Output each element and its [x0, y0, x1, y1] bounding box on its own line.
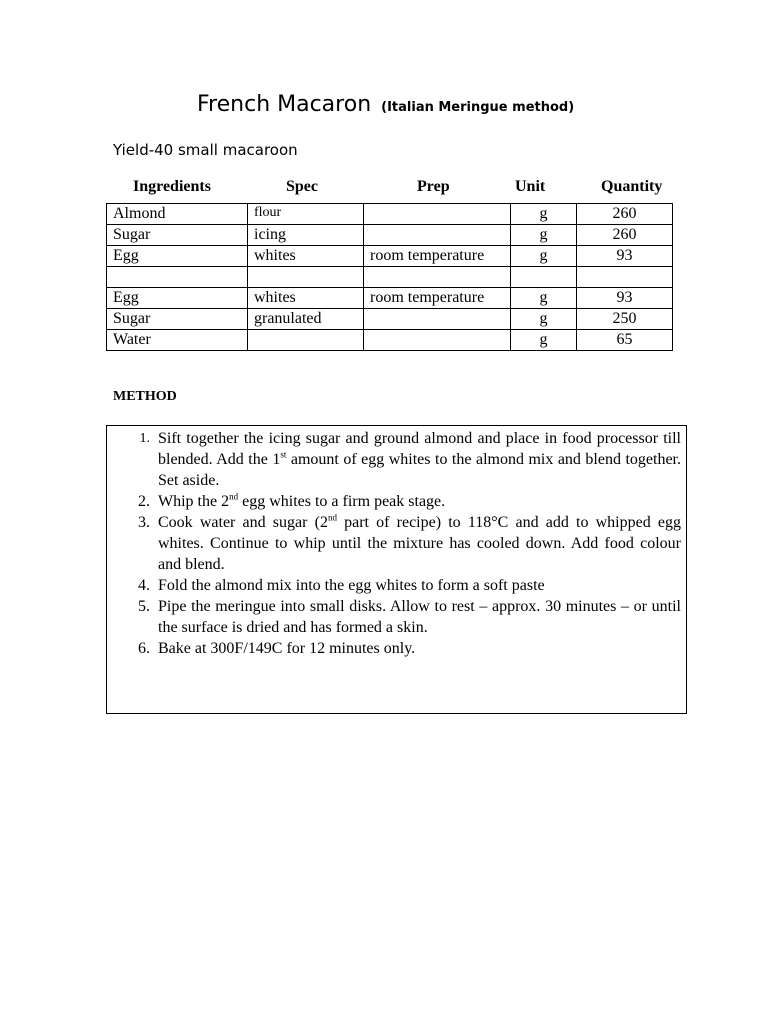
method-heading: METHOD [113, 389, 177, 404]
unit-cell [511, 267, 577, 288]
header-ingredients: Ingredients [133, 178, 211, 195]
spec-cell: icing [248, 225, 364, 246]
header-spec: Spec [286, 178, 318, 195]
spec-cell: flour [248, 204, 364, 225]
ingredient-cell: Egg [107, 246, 248, 267]
spec-cell [248, 330, 364, 351]
ingredients-table [106, 203, 673, 351]
step-text: Cook water and sugar (2 [158, 514, 328, 531]
method-step [134, 512, 681, 575]
method-step [134, 491, 681, 512]
table-row [107, 309, 673, 330]
header-prep: Prep [417, 178, 450, 195]
spec-cell [248, 267, 364, 288]
prep-cell: room temperature [364, 288, 511, 309]
ingredient-cell [107, 267, 248, 288]
header-unit: Unit [515, 178, 546, 195]
step-text: Sift together the icing sugar and ground almond and place in food processor till blended. Add the 1 [158, 430, 681, 468]
step-superscript: nd [229, 491, 239, 502]
prep-cell [364, 204, 511, 225]
step-text: Bake at 300F/149C for 12 minutes only. [158, 640, 416, 657]
quantity-cell: 260 [577, 225, 673, 246]
spec-cell: whites [248, 246, 364, 267]
ingredient-cell: Almond [107, 204, 248, 225]
table-row-empty [107, 267, 673, 288]
unit-cell: g [511, 246, 577, 267]
step-superscript: nd [327, 512, 337, 523]
method-step [134, 428, 681, 491]
quantity-cell: 250 [577, 309, 673, 330]
prep-cell [364, 225, 511, 246]
step-text-cont: part of recipe) to 118°C and add to whipped egg whites. Continue to whip until the mixture has cooled down. Add food colour and blend. [158, 514, 681, 573]
step-text-cont: egg whites to a firm peak stage. [238, 493, 446, 510]
step-text: Pipe the meringue into small disks. Allow to rest – approx. 30 minutes – or until the surface is dried and has formed a skin. [158, 598, 681, 636]
step-number: 3. [138, 514, 150, 531]
title-main: French Macaron [197, 92, 372, 117]
quantity-cell: 65 [577, 330, 673, 351]
table-row [107, 246, 673, 267]
table-row [107, 330, 673, 351]
ingredient-cell: Sugar [107, 309, 248, 330]
step-text: Whip the 2 [158, 493, 230, 510]
spec-cell: granulated [248, 309, 364, 330]
method-step [134, 638, 681, 659]
ingredient-cell: Water [107, 330, 248, 351]
unit-cell: g [511, 330, 577, 351]
step-text: Fold the almond mix into the egg whites to form a soft paste [158, 577, 545, 594]
step-number: 4. [138, 577, 150, 594]
quantity-cell [577, 267, 673, 288]
table-row [107, 288, 673, 309]
quantity-cell: 93 [577, 288, 673, 309]
prep-cell: room temperature [364, 246, 511, 267]
prep-cell [364, 267, 511, 288]
table-row [107, 204, 673, 225]
title-subtitle: (Italian Meringue method) [381, 100, 575, 115]
unit-cell: g [511, 309, 577, 330]
header-quantity: Quantity [601, 178, 663, 195]
method-step [134, 596, 681, 638]
unit-cell: g [511, 225, 577, 246]
prep-cell [364, 309, 511, 330]
step-number: 2. [138, 493, 150, 510]
unit-cell: g [511, 288, 577, 309]
prep-cell [364, 330, 511, 351]
step-text-cont: amount of egg whites to the almond mix and blend together. Set aside. [158, 451, 681, 489]
table-row [107, 225, 673, 246]
step-superscript: st [280, 449, 287, 460]
method-steps [134, 428, 681, 659]
method-step [134, 575, 681, 596]
quantity-cell: 260 [577, 204, 673, 225]
unit-cell: g [511, 204, 577, 225]
spec-cell: whites [248, 288, 364, 309]
step-number: 6. [138, 640, 150, 657]
quantity-cell: 93 [577, 246, 673, 267]
yield-text: Yield-40 small macaroon [113, 141, 298, 159]
page-title [197, 92, 574, 117]
step-number: 5. [138, 598, 150, 615]
ingredient-cell: Egg [107, 288, 248, 309]
step-number: 1. [139, 431, 150, 446]
ingredient-cell: Sugar [107, 225, 248, 246]
